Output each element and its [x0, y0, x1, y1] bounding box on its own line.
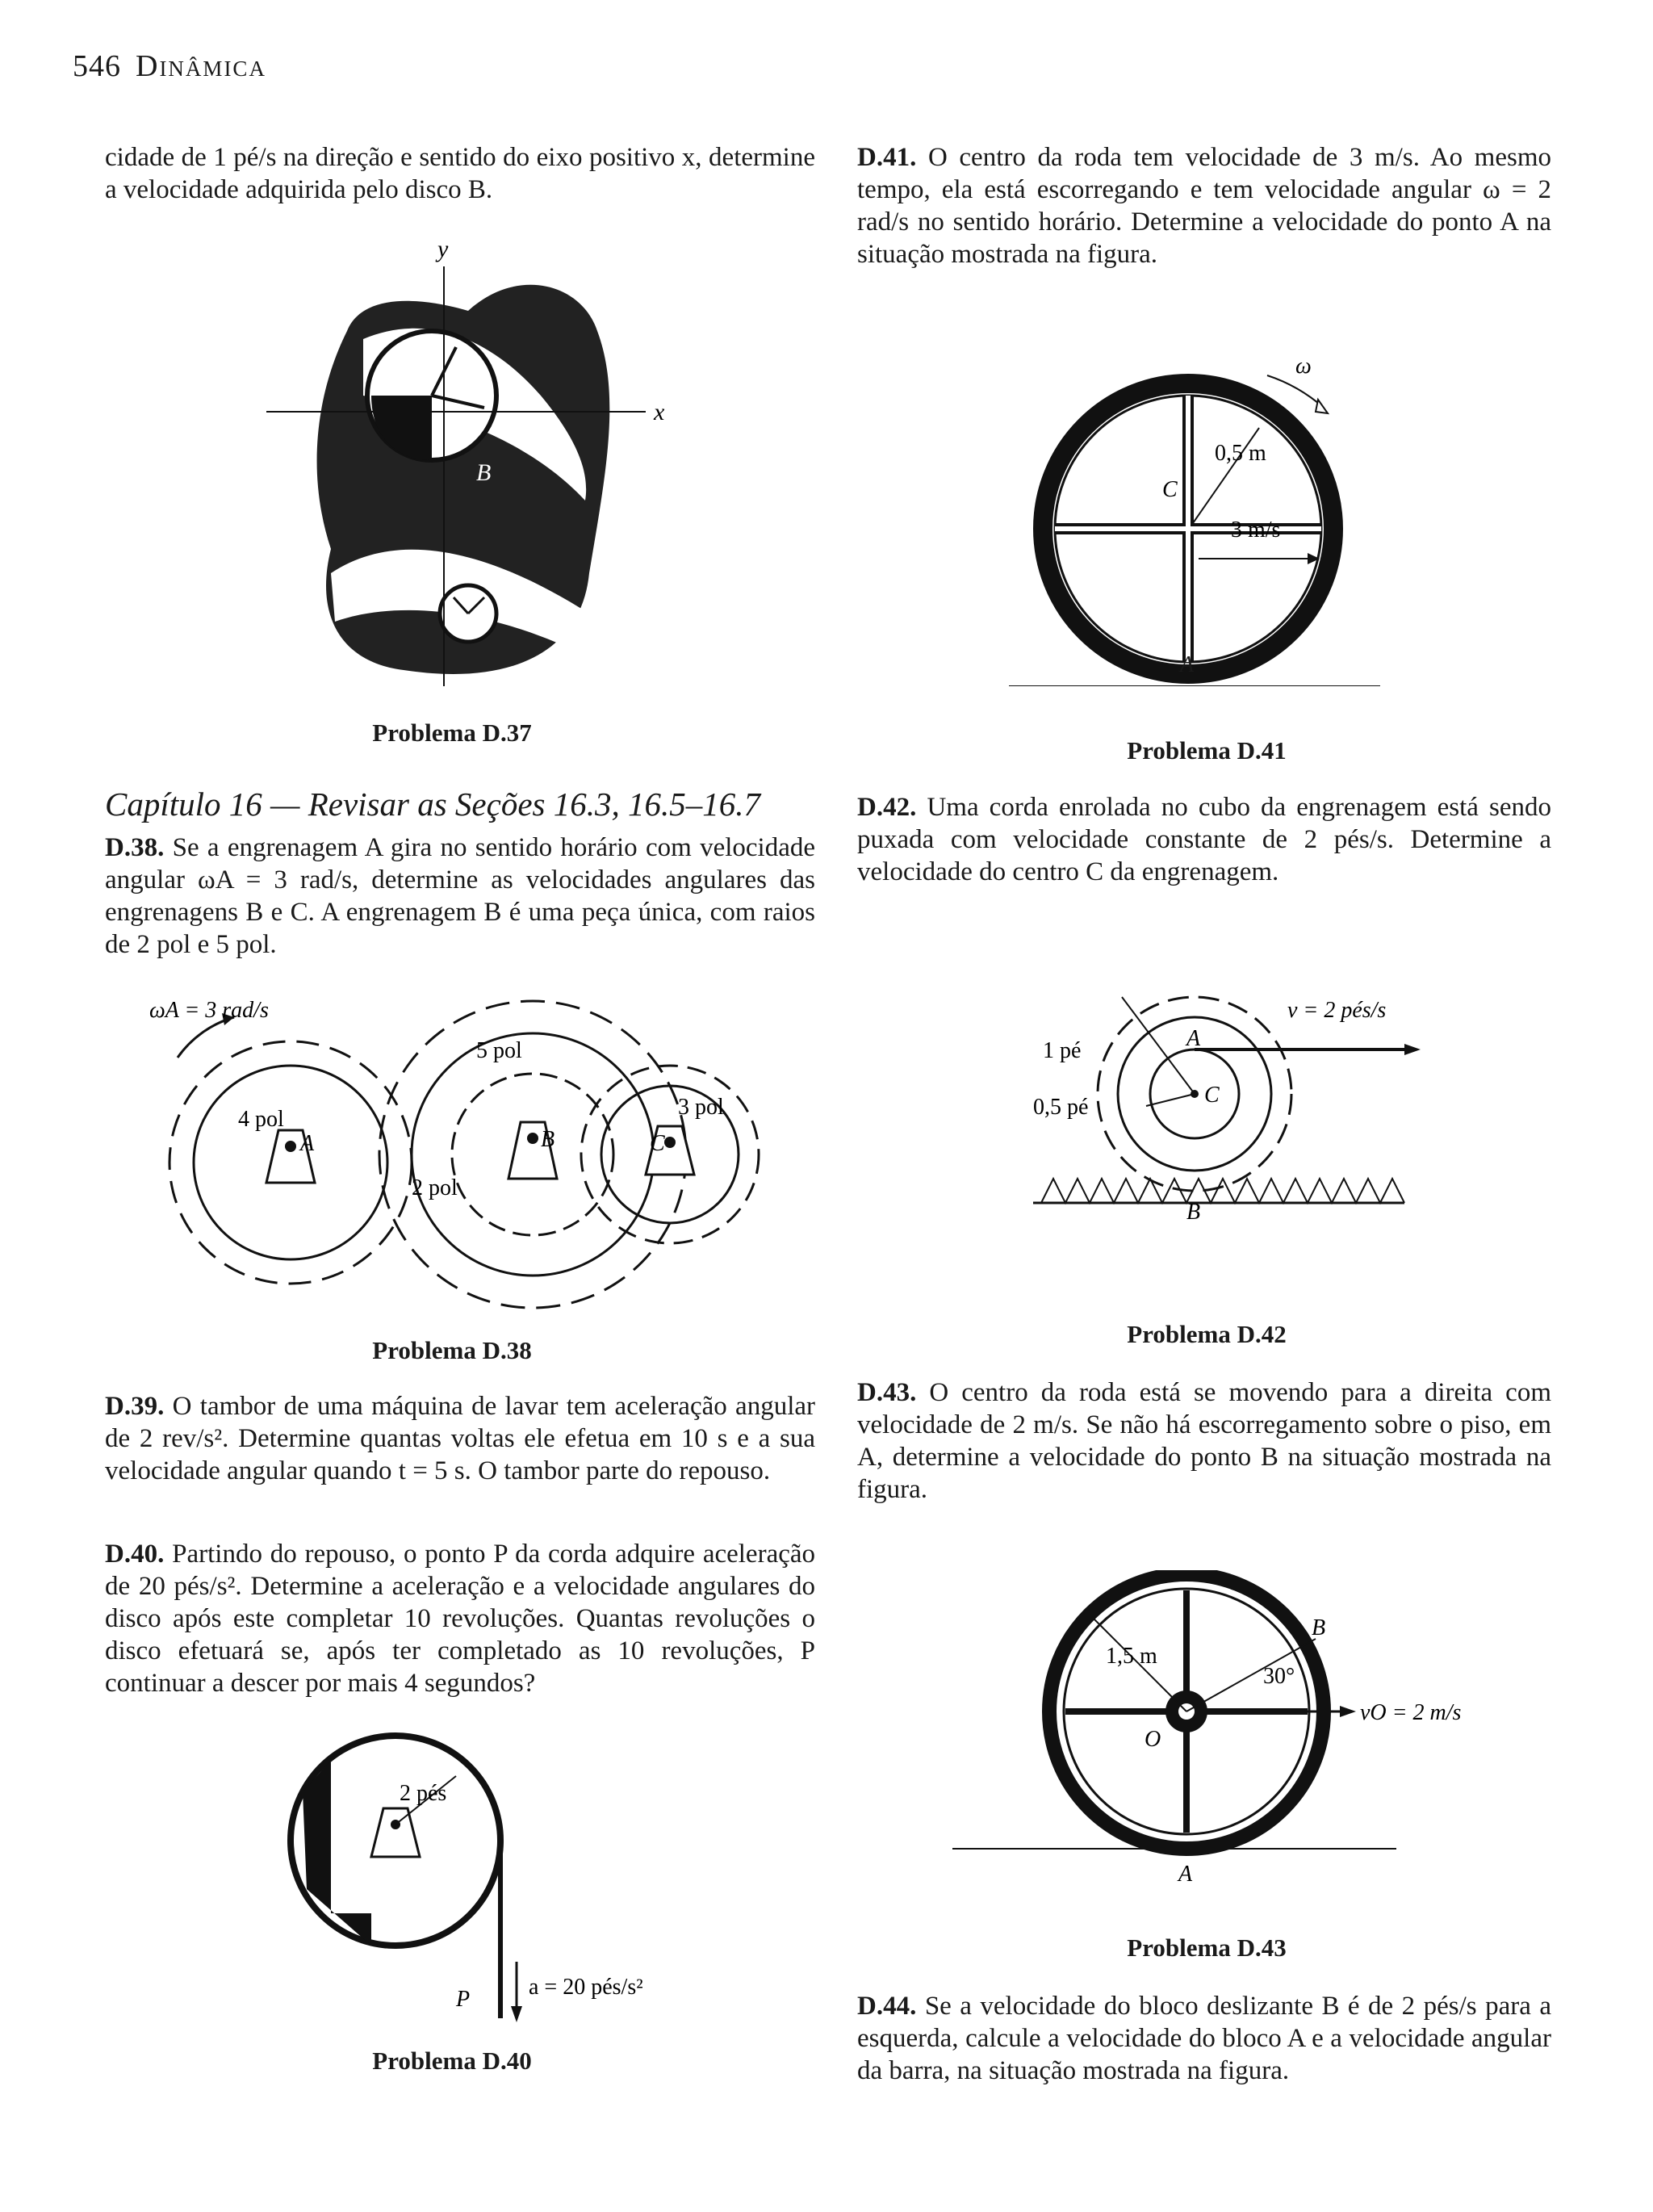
problem-d39: [105, 1390, 815, 1487]
problem-d43: [857, 1376, 1551, 1506]
center-c-label: C: [1162, 477, 1178, 502]
problem-number: D.40.: [105, 1540, 165, 1569]
problem-text: O centro da roda tem velocidade de 3 m/s. Ao mesmo tempo, ela está escorregando e tem velocidade angular ω = 2 rad/s no sentido horário. Determine a velocidade do ponto A na situação mostrada na figura.: [857, 143, 1552, 269]
velocity-label: 3 m/s: [1231, 517, 1281, 543]
gear-b-label: B: [541, 1127, 555, 1152]
page-number: 546: [73, 49, 121, 83]
problem-d44: [857, 1990, 1551, 2087]
problem-number: D.38.: [105, 833, 165, 862]
gear-a-label: A: [300, 1131, 315, 1156]
problem-text: Uma corda enrolada no cubo da engrenagem está sendo puxada com velocidade constante de 2 pés/s. Determine a velocidade do centro C da engrenagem.: [857, 793, 1551, 886]
radius-c-label: 3 pol: [678, 1095, 724, 1120]
figure-d38: [121, 993, 783, 1316]
radius-label: 1,5 m: [1106, 1644, 1157, 1669]
point-b-label: B: [1186, 1200, 1201, 1225]
radius-label: 2 pés: [400, 1781, 447, 1806]
figure-d41: [1001, 347, 1388, 686]
omega-label: ω: [1295, 354, 1312, 379]
intro-paragraph: cidade de 1 pé/s na direção e sentido do eixo positivo x, determine a velocidade adquirida pelo disco B.: [105, 143, 815, 204]
problem-d38: [105, 832, 815, 961]
point-b-label: B: [1312, 1615, 1326, 1640]
caption-d38: Problema D.38: [372, 1336, 532, 1364]
gear-c-label: C: [650, 1131, 665, 1156]
figure-d37: [242, 234, 694, 702]
caption-d41: Problema D.41: [1127, 736, 1287, 765]
center-c-label: C: [1204, 1083, 1220, 1108]
caption-d43: Problema D.43: [1127, 1933, 1287, 1962]
radius-b-outer-label: 5 pol: [476, 1038, 522, 1063]
caption-d37: Problema D.37: [372, 718, 532, 747]
section-heading: Capítulo 16 — Revisar as Seções 16.3, 16.5–16.7: [105, 786, 760, 823]
radius-a-label: 4 pol: [238, 1107, 284, 1132]
running-title: Dinâmica: [136, 49, 266, 83]
angle-label: 30°: [1263, 1664, 1295, 1689]
problem-number: D.43.: [857, 1378, 917, 1407]
axis-x-label: x: [654, 399, 665, 425]
problem-number: D.42.: [857, 793, 917, 822]
radius-b-inner-label: 2 pol: [412, 1175, 458, 1200]
problem-d42: [857, 791, 1551, 888]
problem-text: O tambor de uma máquina de lavar tem aceleração angular de 2 rev/s². Determine quantas voltas ele efetua em 10 s e a sua velocidade angular quando t = 5 s. O tambor parte do repouso.: [105, 1392, 816, 1485]
figure-d40: [274, 1728, 694, 2034]
problem-d40: [105, 1538, 815, 1699]
radius-outer-label: 1 pé: [1043, 1038, 1082, 1063]
point-p-label: P: [456, 1987, 471, 2012]
accel-label: a = 20 pés/s²: [529, 1975, 643, 2000]
caption-d40: Problema D.40: [372, 2047, 532, 2075]
velocity-label: v = 2 pés/s: [1287, 998, 1387, 1023]
figure-d43: [944, 1570, 1525, 1893]
problem-text: Partindo do repouso, o ponto P da corda adquire aceleração de 20 pés/s². Determine a aceleração e a velocidade angulares do disco após este completar 10 revoluções. Quantas revoluções o disco efetuará se, após ter completado as 10 revoluções, P continuar a descer por mais 4 segundos?: [105, 1540, 816, 1698]
problem-number: D.39.: [105, 1392, 165, 1421]
problem-text: Se a engrenagem A gira no sentido horário com velocidade angular ωA = 3 rad/s, determine as velocidades angulares das engrenagens B e C. A engrenagem B é uma peça única, com raios de 2 pol e 5 pol.: [105, 833, 816, 959]
problem-d41: [857, 141, 1551, 270]
point-a-label: A: [1178, 1862, 1193, 1887]
point-a-label: A: [1186, 1026, 1201, 1051]
omega-a-label: ωA = 3 rad/s: [149, 998, 269, 1023]
disc-b-label: B: [476, 459, 492, 486]
axis-y-label: y: [437, 236, 449, 262]
point-a-label-d41: A: [1180, 652, 1195, 677]
problem-text: Se a velocidade do bloco deslizante B é de 2 pés/s para a esquerda, calcule a velocidade do bloco A e a velocidade angular da barra, na situação mostrada na figura.: [857, 1992, 1551, 2085]
caption-d42: Problema D.42: [1127, 1320, 1287, 1348]
page-header: [73, 48, 266, 84]
radius-label: 0,5 m: [1215, 441, 1266, 466]
problem-number: D.41.: [857, 143, 917, 172]
problem-text: O centro da roda está se movendo para a direita com velocidade de 2 m/s. Se não há escorregamento sobre o piso, em A, determine a velocidade do ponto B na situação mostrada na figura.: [857, 1378, 1551, 1504]
figure-d42: [1025, 985, 1429, 1243]
radius-inner-label: 0,5 pé: [1033, 1095, 1089, 1120]
velocity-label: vO = 2 m/s: [1360, 1700, 1462, 1725]
problem-number: D.44.: [857, 1992, 917, 2021]
center-o-label: O: [1145, 1727, 1161, 1752]
